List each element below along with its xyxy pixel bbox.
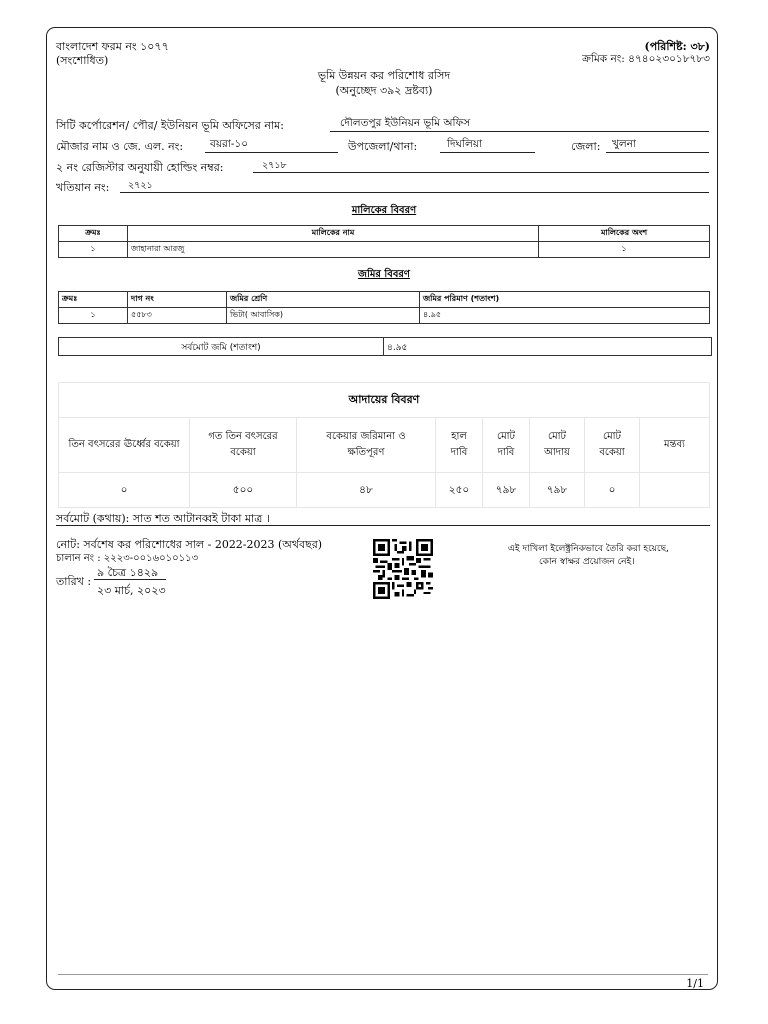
holding-label: ২ নং রেজিস্টার অনুযায়ী হোল্ডিং নম্বর: (56, 161, 224, 174)
payment-col-total-due: মোট বকেয়া (585, 418, 640, 473)
payment-col-penalty: বকেয়ার জরিমানা ও ক্ষতিপূরণ (297, 418, 436, 473)
upazila-value: দিঘলিয়া (447, 138, 483, 150)
payment-title-row (59, 383, 710, 418)
payment-total-paid: ৭৯৮ (530, 473, 585, 508)
mouza-underline (205, 152, 338, 153)
land-dag: ৫৫৮৩ (128, 308, 227, 324)
payment-col-current-demand: হাল দাবি (436, 418, 483, 473)
land-table-header (59, 292, 710, 308)
payment-col-remarks: মন্তব্য (640, 418, 710, 473)
challan-number: চালান নং : ২২২৩-০০১৬০১০১১৩ (56, 553, 199, 564)
land-col-serial: ক্রমঃ (59, 292, 128, 308)
office-value: দৌলতপুর ইউনিয়ন ভূমি অফিস (340, 117, 471, 129)
payment-table (58, 382, 710, 508)
holding-value: ২৭১৮ (262, 160, 287, 171)
last-payment-note: নোট: সর্বশেষ কর পরিশোধের সাল - 2022-2023 (অর্থবছর) (56, 538, 323, 551)
owner-table (58, 225, 710, 258)
khatian-underline (120, 192, 709, 193)
owner-table-header (59, 226, 710, 242)
land-total-box (58, 337, 712, 356)
table-row (59, 473, 710, 508)
payment-col-total-paid: মোট আদায় (530, 418, 585, 473)
qr-code-icon (373, 539, 433, 599)
owner-col-serial: ক্রমঃ (59, 226, 128, 242)
receipt-title: ভূমি উন্নয়ন কর পরিশোধ রসিদ (317, 69, 451, 82)
land-section-title: জমির বিবরণ (358, 269, 410, 280)
land-col-dag: দাগ নং (128, 292, 227, 308)
district-value: খুলনা (612, 138, 637, 150)
owner-share: ১ (539, 242, 710, 258)
payment-col-total-demand: মোট দাবি (483, 418, 530, 473)
office-label: সিটি কর্পোরেশন/ পৌর/ ইউনিয়ন ভূমি অফিসের নাম: (56, 119, 284, 132)
payment-last-three-years: ৫০০ (190, 473, 297, 508)
payment-header-row (59, 418, 710, 473)
total-in-words: সর্বমোট (কথায়): সাত শত আটানব্বই টাকা মাত্র । (56, 512, 270, 525)
holding-underline (253, 172, 709, 173)
table-row (59, 242, 710, 258)
owner-col-name: মালিকের নাম (128, 226, 539, 242)
owner-serial: ১ (59, 242, 128, 258)
date-gregorian: ২৩ মার্চ, ২০২৩ (97, 584, 166, 597)
payment-over-three-years: ০ (59, 473, 190, 508)
receipt-subtitle: (অনুচ্ছেদ ৩৯২ দ্রষ্টব্য) (335, 84, 433, 97)
payment-penalty: ৪৮ (297, 473, 436, 508)
date-bangla: ৯ চৈত্র ১৪২৯ (97, 566, 159, 579)
owner-col-share: মালিকের অংশ (539, 226, 710, 242)
land-total-label: সর্বমোট জমি (শতাংশ) (181, 343, 261, 353)
land-table (58, 291, 710, 324)
date-label: তারিখ : (56, 575, 92, 588)
form-number: বাংলাদেশ ফরম নং ১০৭৭ (56, 40, 169, 53)
payment-section-title: আদায়ের বিবরণ (59, 383, 710, 418)
land-col-amount: জমির পরিমাণ (শতাংশ) (420, 292, 710, 308)
payment-remarks (640, 473, 710, 508)
district-label: জেলা: (571, 140, 601, 153)
land-amount: ৪.৯৫ (420, 308, 710, 324)
payment-total-due: ০ (585, 473, 640, 508)
land-serial: ১ (59, 308, 128, 324)
electronic-note-line1: এই দাখিলা ইলেক্ট্রনিকভাবে তৈরি করা হয়েছে, (508, 544, 669, 554)
table-row (59, 308, 710, 324)
payment-total-demand: ৭৯৮ (483, 473, 530, 508)
appendix-label: (পরিশিষ্ট: ৩৮) (644, 40, 710, 53)
footer-divider (58, 974, 708, 975)
office-underline (330, 131, 709, 132)
electronic-note-line2: কোন স্বাক্ষর প্রয়োজন নেই। (539, 557, 635, 567)
page-number: 1/1 (686, 977, 704, 990)
upazila-underline (440, 152, 535, 153)
khatian-label: খতিয়ান নং: (56, 181, 110, 194)
district-underline (606, 152, 709, 153)
total-underline (56, 525, 710, 526)
payment-col-last-three-years: গত তিন বৎসরের বকেয়া (190, 418, 297, 473)
land-class: ভিটা( আবাসিক) (227, 308, 420, 324)
serial-number: ক্রমিক নং: ৪৭৪০২৩০১৮৭৮৩ (582, 53, 710, 65)
payment-current-demand: ২৫০ (436, 473, 483, 508)
land-total-value: ৪.৯৫ (387, 343, 408, 353)
revised-label: (সংশোধিত) (56, 54, 109, 67)
date-divider (94, 579, 166, 580)
mouza-label: মৌজার নাম ও জে. এল. নং: (56, 140, 184, 153)
land-col-class: জমির শ্রেণি (227, 292, 420, 308)
upazila-label: উপজেলা/থানা: (348, 140, 418, 153)
owner-section-title: মালিকের বিবরণ (351, 205, 417, 216)
payment-col-over-three-years: তিন বৎসরের ঊর্ধ্বের বকেয়া (59, 418, 190, 473)
owner-name: জাহানারা আরজু (128, 242, 539, 258)
mouza-value: বয়রা-১০ (210, 138, 249, 150)
khatian-value: ২৭২১ (128, 180, 153, 191)
